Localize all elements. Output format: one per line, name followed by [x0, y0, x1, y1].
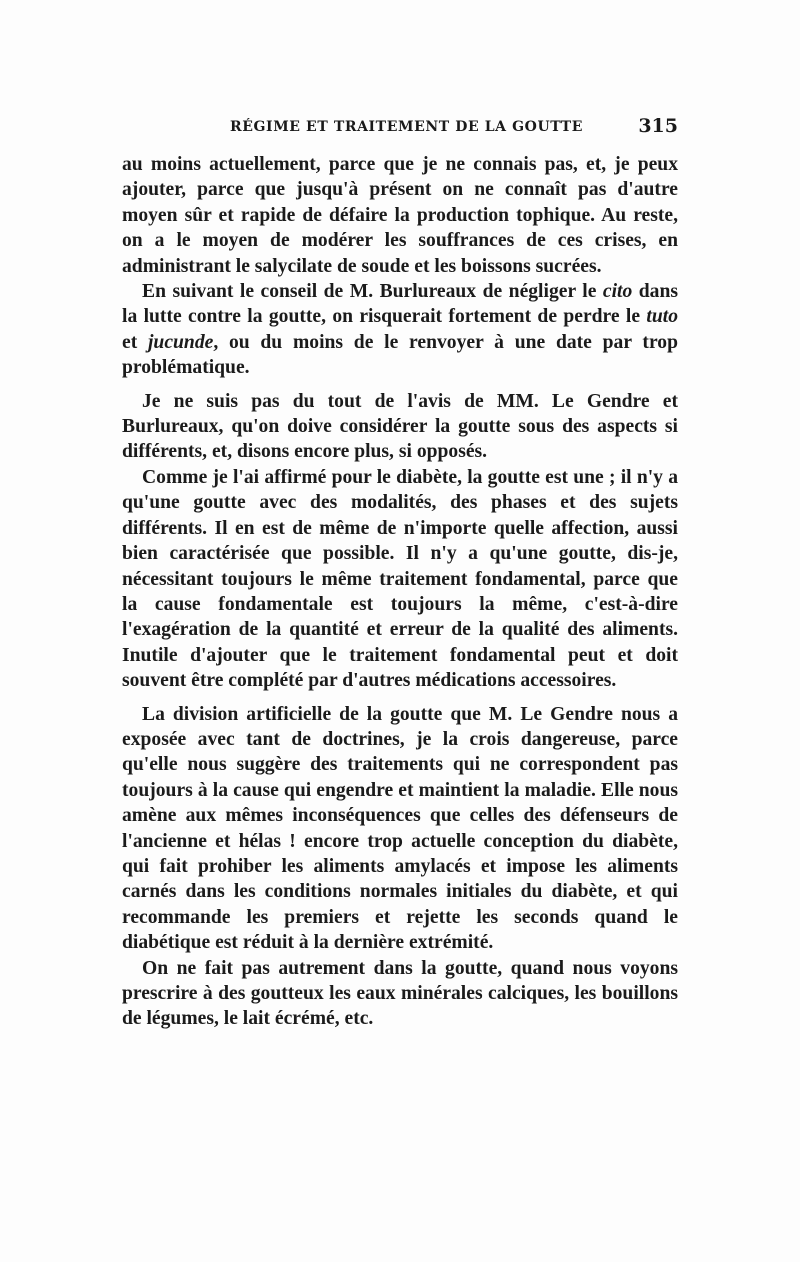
paragraph-2: [122, 279, 678, 381]
paragraph-2-part-d: , ou du moins de le renvoyer à une date par trop problématique.: [122, 331, 678, 379]
page-number: 315: [638, 115, 678, 137]
paragraph-2-part-b: dans la lutte contre la goutte, on risquerait fortement de perdre le: [122, 281, 678, 328]
italic-cito: cito: [602, 281, 633, 303]
paragraph-4: Comme je l'ai affirmé pour le diabète, la goutte est une ; il n'y a qu'une goutte avec des modalités, des phases et des sujets différents. Il en est de même de n'importe quelle affection, aussi bien caractérisée que possible. Il n'y a qu'une goutte, dis-je, nécessitant toujours le même traitement fondamental, parce que la cause fondamentale est toujours la même, c'est-à-dire l'exagération de la quantité et erreur de la qualité des aliments. Inutile d'ajouter que le traitement fondamental peut et doit souvent être complété par d'autres médications accessoires.: [122, 466, 678, 692]
page-header: [122, 115, 678, 143]
paragraph-1: au moins actuellement, parce que je ne connais pas, et, je peux ajouter, parce que jusqu'à présent on ne connaît pas d'autre moyen sûr et rapide de défaire la production tophique. Au reste, on a le moyen de modérer les souffrances de ces crises, en administrant le salycilate de soude et les boissons sucrées.: [122, 154, 678, 277]
paragraph-5: La division artificielle de la goutte que M. Le Gendre nous a exposée avec tant de doctrines, je la crois dangereuse, parce qu'elle nous suggère des traitements qui ne correspondent pas toujours à la cause qui engendre et maintient la maladie. Elle nous amène aux mêmes inconséquences que celles des défenseurs de l'ancienne et hélas ! encore trop actuelle conception du diabète, qui fait prohiber les aliments amylacés et impose les aliments carnés dans les conditions normales initiales du diabète, et qui recommande les premiers et rejette les seconds quand le diabétique est réduit à la dernière extrémité.: [122, 703, 678, 954]
running-title: RÉGIME ET TRAITEMENT DE LA GOUTTE: [230, 119, 584, 135]
italic-tuto: tuto: [646, 306, 678, 328]
italic-jucunde: jucunde: [147, 331, 214, 353]
body-text: [122, 152, 678, 1032]
paragraph-3: Je ne suis pas du tout de l'avis de MM. Le Gendre et Burlureaux, qu'on doive considérer la goutte sous des aspects si différents, et, disons encore plus, si opposés.: [122, 390, 678, 463]
paragraph-2-part-c: et: [122, 331, 148, 353]
paragraph-2-part-a: En suivant le conseil de M. Burlureaux de négliger le: [142, 281, 603, 303]
paragraph-6: On ne fait pas autrement dans la goutte, quand nous voyons prescrire à des goutteux les eaux minérales calciques, les bouillons de légumes, le lait écrémé, etc.: [122, 957, 678, 1030]
